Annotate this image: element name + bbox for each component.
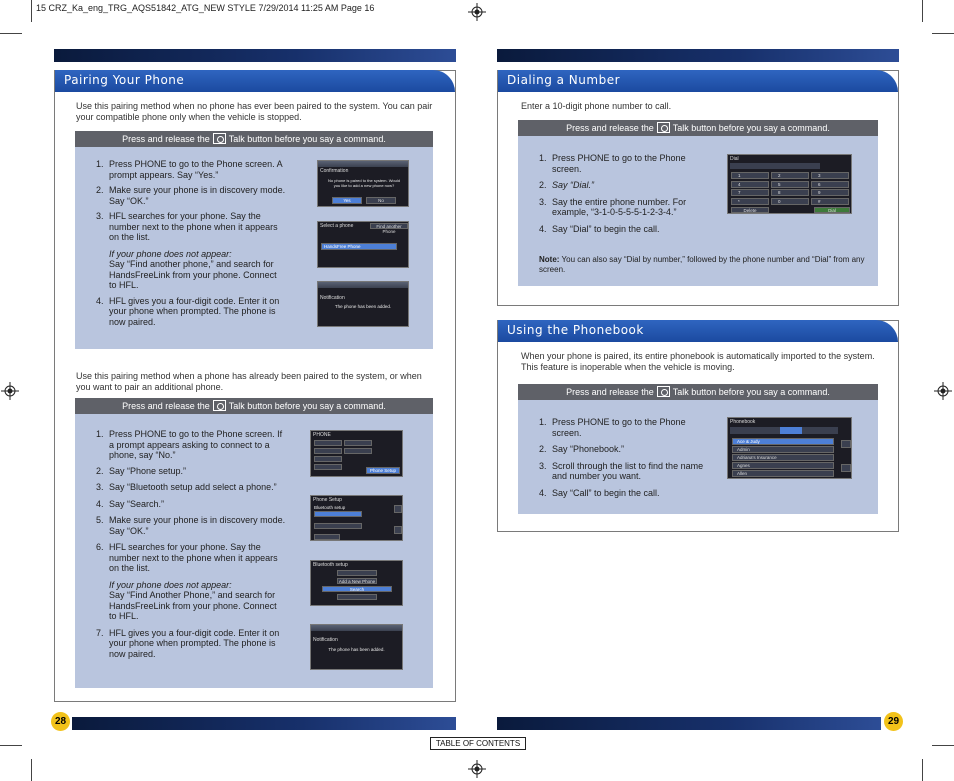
command-bar-suffix: Talk button before you say a command.	[672, 387, 830, 397]
crop-mark	[932, 745, 954, 746]
contact-item: Adriana's Insurance	[732, 454, 834, 461]
command-bar	[75, 398, 433, 414]
sub-text: Say “Find another phone,” and search for HandsFreeLink from your phone. Connect to HFL.	[109, 259, 277, 290]
dialing-intro: Enter a 10-digit phone number to call.	[521, 101, 672, 111]
step: 4. Say “Call” to begin the call.	[539, 487, 660, 498]
command-bar-prefix: Press and release the	[566, 387, 654, 397]
contact-item: Ace & Judy	[732, 438, 834, 445]
keypad-key: 9	[811, 189, 849, 196]
keypad-key: 8	[771, 189, 809, 196]
print-header: 15 CRZ_Ka_eng_TRG_AQS51842_ATG_NEW STYLE 7/29/2014 11:25 AM Page 16	[36, 3, 375, 13]
command-bar	[518, 384, 878, 400]
talk-button-icon	[657, 386, 670, 397]
step: 4. Say “Search.”	[96, 498, 165, 509]
registration-mark-icon	[934, 382, 952, 400]
step: 7. HFL gives you a four-digit code. Enter it on your phone when prompted. The phone is now paired.	[96, 627, 280, 659]
command-bar-prefix: Press and release the	[122, 134, 210, 144]
screen-bluetooth-setup: Bluetooth setup Add a New Phone Search	[310, 560, 403, 606]
keypad-key: 1	[731, 172, 769, 179]
table-of-contents-link[interactable]: TABLE OF CONTENTS	[430, 737, 526, 750]
step: 3. Say the entire phone number. For example, “3-1-0-5-5-5-1-2-3-4.”	[539, 196, 687, 217]
step: 1. Press PHONE to go to the Phone screen.	[539, 153, 686, 174]
screen-phonebook: Phonebook Ace & Judy Admin Adriana's Insurance Agnes Allen	[727, 417, 852, 479]
keypad-key: 6	[811, 181, 849, 188]
phonebook-steps	[539, 417, 704, 498]
crop-mark	[31, 0, 32, 22]
step: 2. Say “Dial.”	[539, 180, 595, 190]
pairing-intro-2: Use this pairing method when a phone has already been paired to the system, or when you want to pair an additional phone.	[76, 371, 422, 392]
command-bar-prefix: Press and release the	[566, 123, 654, 133]
note-label: Note:	[539, 255, 560, 264]
keypad-key: 3	[811, 172, 849, 179]
keypad-key: *	[731, 198, 769, 205]
command-bar-suffix: Talk button before you say a command.	[228, 134, 386, 144]
crop-mark	[0, 745, 22, 746]
keypad-key: 4	[731, 181, 769, 188]
contact-item: Agnes	[732, 462, 834, 469]
crop-mark	[922, 759, 923, 781]
sub-text: Say “Find Another Phone,” and search for HandsFreeLink from your phone. Connect to HFL.	[109, 590, 277, 621]
step: 3. Say “Bluetooth setup add select a phone.”	[96, 482, 277, 492]
screen-dial-keypad: Dial 1 2 3 4 5 6 7 8 9 * 0 # Delete Dial	[727, 154, 852, 214]
sub-heading: If your phone does not appear:	[109, 248, 232, 259]
screen-confirmation: Confirmation No phone is paired to the system. Would you like to add a new phone now? Yes No	[317, 160, 409, 207]
page-number-left: 28	[51, 712, 70, 731]
screen-select-phone: Select a phone Find another Phone HandsFree Phone	[317, 221, 409, 268]
step: 4. HFL gives you a four-digit code. Enter it on your phone when prompted. The phone is now paired.	[96, 295, 280, 327]
page-number-right: 29	[884, 712, 903, 731]
step: 2. Say “Phone setup.”	[96, 465, 187, 476]
step: 1. Press PHONE to go to the Phone screen.	[539, 417, 686, 438]
command-bar-prefix: Press and release the	[122, 401, 210, 411]
contact-item: Allen	[732, 470, 834, 477]
registration-mark-icon	[1, 382, 19, 400]
sub-heading: If your phone does not appear:	[109, 579, 232, 590]
step: 3. HFL searches for your phone. Say the number next to the phone when it appears on the list.	[96, 211, 278, 242]
command-bar-suffix: Talk button before you say a command.	[672, 123, 830, 133]
phonebook-title: Using the Phonebook	[498, 320, 898, 342]
footer-bar-left	[72, 717, 456, 730]
talk-button-icon	[213, 133, 226, 144]
dialing-steps	[539, 153, 704, 234]
registration-mark-icon	[468, 760, 486, 778]
crop-mark	[922, 0, 923, 22]
registration-mark-icon	[468, 3, 486, 21]
command-bar	[75, 131, 433, 147]
pairing-title: Pairing Your Phone	[55, 70, 455, 92]
screen-notification-2: Notification The phone has been added.	[310, 624, 403, 670]
dialing-title: Dialing a Number	[498, 70, 898, 92]
step: 3. Scroll through the list to find the name and number you want.	[539, 460, 704, 481]
step: 4. Say “Dial” to begin the call.	[539, 223, 660, 234]
pairing-steps-1	[96, 159, 286, 327]
top-bar-left	[54, 49, 456, 62]
pairing-steps-2	[96, 429, 286, 659]
crop-mark	[31, 759, 32, 781]
screen-phone-setup: Phone Setup Bluetooth setup	[310, 495, 403, 541]
dialing-note	[539, 255, 869, 275]
keypad-key: 7	[731, 189, 769, 196]
step: 2. Say “Phonebook.”	[539, 444, 625, 454]
crop-mark	[0, 33, 22, 34]
screen-phone-menu: PHONE Phone Setup	[310, 430, 403, 477]
phonebook-intro: When your phone is paired, its entire phonebook is automatically imported to the system. This feature is inoperable when the vehicle is moving.	[521, 351, 875, 372]
top-bar-right	[497, 49, 899, 62]
step: 1. Press PHONE to go to the Phone screen. A prompt appears. Say “Yes.”	[96, 159, 283, 180]
step: 6. HFL searches for your phone. Say the number next to the phone when it appears on the list.	[96, 542, 278, 573]
keypad-key: 0	[771, 198, 809, 205]
keypad-key: #	[811, 198, 849, 205]
command-bar-suffix: Talk button before you say a command.	[228, 401, 386, 411]
talk-button-icon	[213, 400, 226, 411]
pairing-intro-1: Use this pairing method when no phone has ever been paired to the system. You can pair your compatible phone only when the vehicle is stopped.	[76, 101, 433, 122]
step: 2. Make sure your phone is in discovery mode. Say “OK.”	[96, 185, 286, 206]
contact-item: Admin	[732, 446, 834, 453]
keypad-key: 5	[771, 181, 809, 188]
talk-button-icon	[657, 122, 670, 133]
command-bar	[518, 120, 878, 136]
step: 5. Make sure your phone is in discovery mode. Say “OK.”	[96, 515, 286, 536]
crop-mark	[932, 33, 954, 34]
screen-notification: Notification The phone has been added.	[317, 281, 409, 327]
footer-bar-right	[497, 717, 881, 730]
note-text: You can also say “Dial by number,” followed by the phone number and “Dial” from any screen.	[539, 255, 865, 274]
keypad-key: 2	[771, 172, 809, 179]
step: 1. Press PHONE to go to the Phone screen. If a prompt appears asking to connect to a phone, say “No.”	[96, 429, 283, 460]
